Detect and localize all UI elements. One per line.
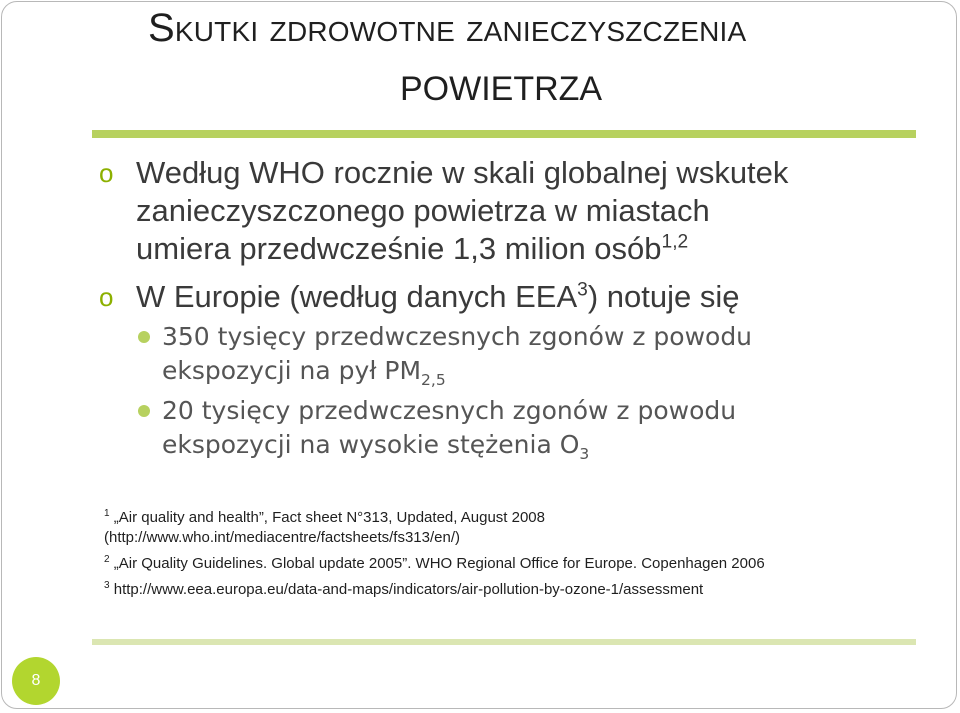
bullet-who-line-1: Według WHO rocznie w skali globalnej wskutek — [136, 155, 789, 190]
bullet-eea — [99, 278, 739, 316]
page-number-badge: 8 — [12, 657, 60, 705]
footnote-ref: 3 — [577, 279, 588, 301]
sub-bullet-ozone-line-1: 20 tysięcy przedwczesnych zgonów z powodu — [162, 396, 737, 425]
slide-title-line-2: POWIETRZA — [400, 70, 603, 108]
footnote-ref: 1,2 — [661, 231, 689, 253]
bullet-marker: o — [99, 282, 114, 312]
sub-bullet-pm25-line-1: 350 tysięcy przedwczesnych zgonów z powodu — [162, 322, 753, 351]
footer-divider — [92, 639, 916, 645]
sub-bullet-ozone — [138, 394, 736, 462]
reference-2: $^2$ „Air Quality Guidelines. Global update 2005”. WHO Regional Office for Europe. Copenhagen 2006 — [104, 554, 765, 572]
bullet-who — [99, 154, 788, 268]
bullet-eea-text: W Europie (według danych EEA$^3$) notuje się — [136, 279, 740, 314]
sub-bullet-ozone-line-2: ekspozycji na wysokie stężenia $O_3$ — [162, 430, 590, 463]
bullet-marker: o — [99, 158, 114, 188]
bullet-dot-icon — [138, 405, 150, 417]
slide — [1, 1, 957, 709]
slide-title-line-1: Skutki zdrowotne zanieczyszczenia — [148, 6, 747, 50]
bullet-who-line-3: umiera przedwcześnie 1,3 milion osób$^{1,2}$ — [136, 231, 689, 266]
reference-1-url: (http://www.who.int/mediacentre/factsheets/fs313/en/) — [104, 529, 461, 546]
bullet-dot-icon — [138, 331, 150, 343]
sub-bullet-pm25-line-2: ekspozycji na pył $PM_{2,5}$ — [162, 356, 446, 389]
sub-bullet-pm25 — [138, 320, 752, 388]
references — [104, 508, 765, 600]
bullet-who-line-2: zanieczyszczonego powietrza w miastach — [136, 193, 710, 228]
reference-1: $^1$ „Air quality and health”, Fact sheet N°313, Updated, August 2008 — [104, 508, 545, 526]
title-divider — [92, 130, 916, 138]
reference-3: $^3$ http://www.eea.europa.eu/data-and-maps/indicators/air-pollution-by-ozone-1/assessment — [104, 580, 704, 598]
